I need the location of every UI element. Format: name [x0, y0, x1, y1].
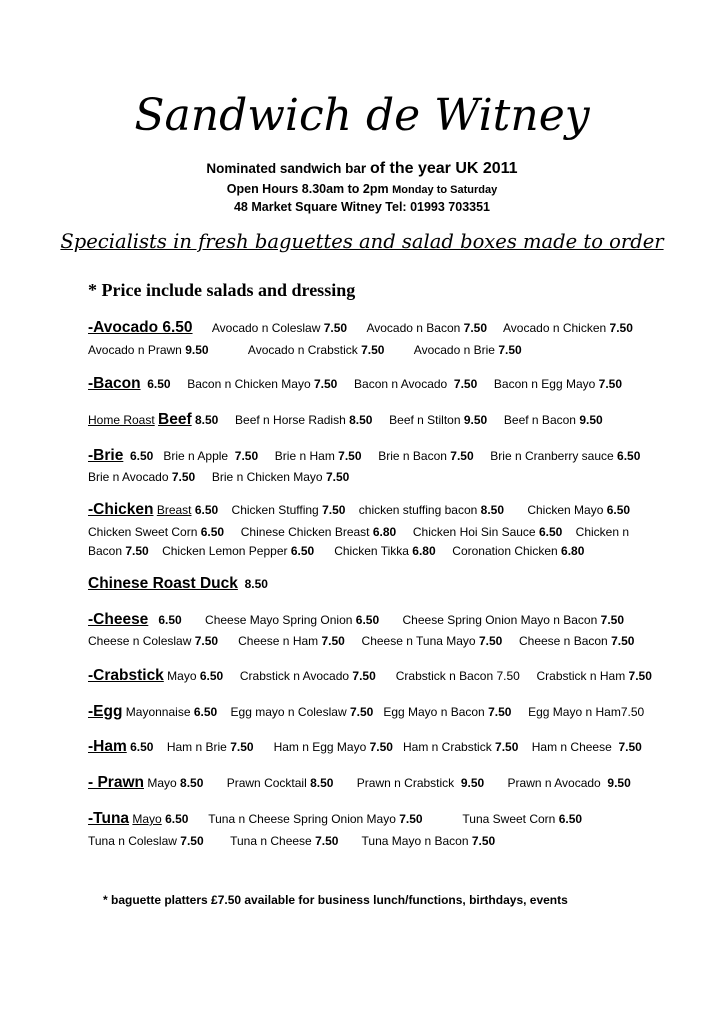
brie-heading: -Brie: [88, 447, 124, 464]
price: 6.50: [194, 503, 219, 517]
crabstick-heading: -Crabstick: [88, 667, 164, 684]
menu-item: Brie n Bacon: [378, 449, 447, 463]
brie-line-2: [88, 469, 349, 485]
price: 6.50: [199, 669, 224, 683]
price: 6.50: [130, 449, 154, 463]
menu-item: Tuna Mayo n Bacon: [361, 834, 469, 848]
price: 6.80: [412, 544, 436, 558]
price: 6.50: [355, 613, 380, 627]
price: 7.50: [609, 321, 633, 335]
menu-item: Chinese Chicken Breast: [240, 525, 370, 539]
price: 7.50: [125, 544, 149, 558]
menu-item: Prawn n Crabstick: [356, 776, 455, 790]
price: 7.50: [369, 740, 393, 754]
price: 6.50: [606, 503, 631, 517]
menu-item: Bacon n Egg Mayo: [493, 377, 596, 391]
chicken-line-2: [88, 524, 629, 540]
price: 7.50: [338, 449, 362, 463]
price: 6.50: [290, 544, 315, 558]
beef-line: [88, 412, 603, 428]
menu-item: Cheese n Coleslaw: [88, 634, 192, 648]
price: 7.50: [171, 470, 196, 484]
menu-item: Tuna n Coleslaw: [88, 834, 177, 848]
price: 9.50: [185, 343, 209, 357]
chicken-heading: -Chicken: [88, 501, 154, 518]
price: 6.50: [165, 812, 189, 826]
price: 9.50: [607, 776, 631, 790]
menu-item: Brie n Chicken Mayo: [211, 470, 323, 484]
menu-item: Bacon n Avocado: [354, 377, 448, 391]
price: 6.50: [538, 525, 563, 539]
menu-item: Beef n Bacon: [503, 413, 576, 427]
ham-line: [88, 739, 642, 755]
price: 7.50: [471, 834, 496, 848]
menu-item: Chicken Tikka: [334, 544, 409, 558]
price: 7.50: [352, 669, 376, 683]
specialists-heading: Specialists in fresh baguettes and salad boxes made to order: [60, 230, 664, 253]
menu-item: Cheese n Bacon: [518, 634, 608, 648]
price-note: * Price include salads and dressing: [88, 280, 356, 300]
menu-item: Avocado n Coleslaw: [211, 321, 321, 335]
menu-item: Ham n Brie: [166, 740, 227, 754]
avocado-line-1: [88, 320, 633, 336]
price: 7.50: [230, 740, 254, 754]
cheese-heading: -Cheese: [88, 611, 149, 628]
price: 7.50: [322, 503, 346, 517]
avocado-heading: -Avocado 6.50: [88, 319, 193, 336]
ham-heading: -Ham: [88, 738, 127, 755]
menu-item: Bacon: [88, 544, 123, 558]
menu-item: Chicken Mayo: [527, 503, 604, 517]
price: 7.50: [325, 470, 350, 484]
menu-item: Chicken n: [575, 525, 630, 539]
menu-item: Brie n Avocado: [88, 470, 169, 484]
price: 7.50: [478, 634, 503, 648]
bacon-heading: -Bacon: [88, 375, 141, 392]
price: 6.50: [130, 740, 154, 754]
menu-item: Cheese n Ham: [238, 634, 319, 648]
price: 7.50: [600, 613, 624, 627]
menu-item: Avocado n Prawn: [88, 343, 182, 357]
price: 7.50: [399, 812, 423, 826]
prawn-sub: Mayo: [147, 776, 177, 790]
menu-item: Chicken Stuffing: [231, 503, 319, 517]
menu-item: Cheese Mayo Spring Onion: [205, 613, 353, 627]
price: 7.50: [361, 343, 385, 357]
price: 9.50: [579, 413, 603, 427]
tuna-sub: Mayo: [132, 812, 162, 826]
menu-item: Prawn Cocktail: [226, 776, 307, 790]
duck-heading: Chinese Roast Duck: [88, 575, 238, 592]
egg-heading: -Egg: [88, 703, 123, 720]
chicken-sub: Breast: [156, 503, 192, 517]
price: 8.50: [195, 413, 219, 427]
price: 7.50: [611, 634, 635, 648]
menu-item: Avocado n Chicken: [503, 321, 607, 335]
price: 9.50: [463, 413, 488, 427]
menu-item: Ham n Cheese: [531, 740, 612, 754]
price: 9.50: [460, 776, 485, 790]
price: 8.50: [180, 776, 204, 790]
beef-prefix: Home Roast: [88, 413, 155, 427]
prawn-line: [88, 775, 631, 791]
menu-item: Crabstick n Bacon 7.50: [395, 669, 520, 683]
price: 6.50: [193, 705, 218, 719]
price: 7.50: [349, 705, 374, 719]
brie-line-1: [88, 448, 640, 464]
chicken-line-1: [88, 502, 630, 518]
egg-sub: Mayonnaise: [125, 705, 191, 719]
footnote: * baguette platters £7.50 available for business lunch/functions, birthdays, events: [103, 893, 568, 907]
menu-item: Avocado n Crabstick: [247, 343, 358, 357]
menu-item: Egg mayo n Coleslaw: [230, 705, 347, 719]
hours-days: Monday to Saturday: [392, 184, 498, 196]
price: 6.50: [200, 525, 225, 539]
tagline-small: Nominated sandwich bar: [206, 161, 367, 176]
menu-item: Coronation Chicken: [452, 544, 558, 558]
price: 7.50: [321, 634, 345, 648]
tagline-big: of the year UK 2011: [369, 160, 518, 177]
menu-item: Ham n Egg Mayo: [273, 740, 367, 754]
price: 7.50: [180, 834, 204, 848]
price: 7.50: [315, 834, 339, 848]
beef-heading: Beef: [158, 411, 192, 428]
menu-item: Avocado n Bacon: [366, 321, 461, 335]
menu-item: Brie n Cranberry sauce: [490, 449, 614, 463]
price: 7.50: [618, 740, 642, 754]
prawn-heading: - Prawn: [88, 774, 144, 791]
price: 7.50: [450, 449, 474, 463]
price: 8.50: [244, 577, 268, 591]
menu-item: Cheese n Tuna Mayo: [361, 634, 476, 648]
menu-item: Chicken Sweet Corn: [88, 525, 198, 539]
bacon-line: [88, 376, 622, 392]
cheese-line-2: [88, 633, 634, 649]
price: 7.50: [498, 343, 522, 357]
price: 6.50: [558, 812, 583, 826]
opening-hours: [0, 182, 724, 196]
menu-item: Chicken Lemon Pepper: [162, 544, 288, 558]
price: 8.50: [310, 776, 334, 790]
price: 7.50: [463, 321, 487, 335]
price: 6.50: [147, 377, 171, 391]
menu-item: Tuna Sweet Corn: [462, 812, 556, 826]
avocado-line-2: [88, 342, 522, 358]
menu-item: chicken stuffing bacon: [358, 503, 478, 517]
price: 7.50: [495, 740, 519, 754]
menu-item: Egg Mayo n Ham7.50: [528, 705, 645, 719]
menu-item: Beef n Horse Radish: [235, 413, 346, 427]
menu-item: Ham n Crabstick: [403, 740, 492, 754]
menu-item: Avocado n Brie: [413, 343, 495, 357]
price: 6.80: [372, 525, 397, 539]
tagline: [0, 160, 724, 178]
menu-item: Crabstick n Avocado: [239, 669, 350, 683]
menu-item: Brie n Apple: [163, 449, 229, 463]
price: 7.50: [598, 377, 623, 391]
tuna-line-1: [88, 811, 582, 827]
menu-item: Bacon n Chicken Mayo: [187, 377, 311, 391]
crabstick-line: [88, 668, 652, 684]
price: 6.80: [561, 544, 585, 558]
price: 7.50: [323, 321, 348, 335]
tuna-line-2: [88, 833, 495, 849]
cheese-line-1: [88, 612, 624, 628]
menu-item: Brie n Ham: [274, 449, 335, 463]
price: 7.50: [314, 377, 338, 391]
price: 7.50: [628, 669, 652, 683]
tuna-heading: -Tuna: [88, 810, 130, 827]
menu-item: Egg Mayo n Bacon: [383, 705, 485, 719]
price: 8.50: [349, 413, 373, 427]
crabstick-sub: Mayo: [167, 669, 197, 683]
address: 48 Market Square Witney Tel: 01993 703351: [233, 200, 491, 214]
menu-item: Cheese Spring Onion Mayo n Bacon: [402, 613, 598, 627]
price: 7.50: [194, 634, 219, 648]
price: 7.50: [453, 377, 478, 391]
menu-item: Tuna n Cheese: [230, 834, 312, 848]
price: 7.50: [234, 449, 259, 463]
egg-line: [88, 704, 644, 720]
menu-item: Prawn n Avocado: [507, 776, 601, 790]
menu-item: Beef n Stilton: [389, 413, 461, 427]
menu-item: Crabstick n Ham: [536, 669, 626, 683]
price: 7.50: [488, 705, 512, 719]
price: 8.50: [480, 503, 504, 517]
page-title: Sandwich de Witney: [134, 90, 590, 141]
price: 6.50: [617, 449, 641, 463]
hours-text: Open Hours 8.30am to 2pm: [226, 182, 389, 196]
price: 6.50: [158, 613, 182, 627]
chicken-line-3: [88, 543, 584, 559]
duck-line: [88, 576, 268, 592]
menu-item: Tuna n Cheese Spring Onion Mayo: [208, 812, 396, 826]
menu-item: Chicken Hoi Sin Sauce: [412, 525, 536, 539]
